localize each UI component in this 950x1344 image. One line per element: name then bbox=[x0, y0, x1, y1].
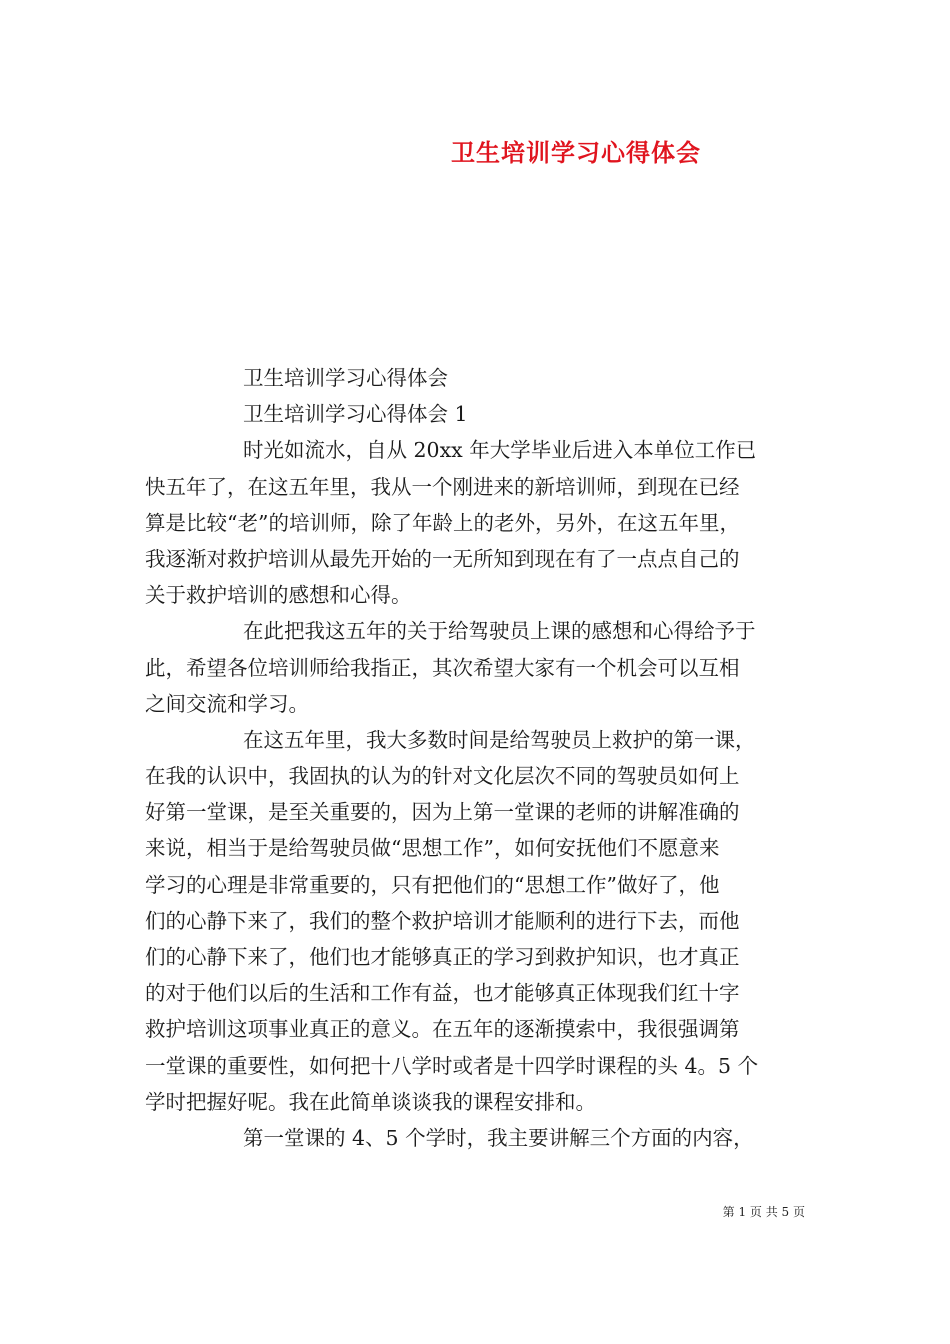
text-line: 学习的心理是非常重要的，只有把他们的“思想工作”做好了，他 bbox=[145, 872, 720, 897]
text-line: 时光如流水，自从 20xx 年大学毕业后进入本单位工作已 bbox=[243, 438, 757, 463]
text-line: 一堂课的重要性，如何把十八学时或者是十四学时课程的头 4。5 个 bbox=[145, 1053, 759, 1078]
text-line: 好第一堂课，是至关重要的，因为上第一堂课的老师的讲解准确的 bbox=[145, 800, 740, 825]
text-line: 在此把我这五年的关于给驾驶员上课的感想和心得给予于 bbox=[243, 619, 756, 644]
text-line: 卫生培训学习心得体会 bbox=[243, 366, 448, 390]
text-line: 算是比较“老”的培训师，除了年龄上的老外，另外，在这五年里， bbox=[145, 510, 740, 535]
text-line: 们的心静下来了，我们的整个救护培训才能顺利的进行下去，而他 bbox=[145, 908, 740, 933]
text-line: 们的心静下来了，他们也才能够真正的学习到救护知识，也才真正 bbox=[145, 945, 740, 969]
text-line: 我逐渐对救护培训从最先开始的一无所知到现在有了一点点自己的 bbox=[145, 546, 740, 571]
text-line: 之间交流和学习。 bbox=[145, 691, 309, 716]
page-footer: 第 1 页 共 5 页 bbox=[722, 1205, 805, 1219]
document-title: 卫生培训学习心得体会 bbox=[451, 138, 701, 167]
text-line: 快五年了，在这五年里，我从一个刚进来的新培训师，到现在已经 bbox=[145, 474, 740, 499]
text-line: 卫生培训学习心得体会 1 bbox=[243, 402, 468, 427]
text-line: 的对于他们以后的生活和工作有益，也才能够真正体现我们红十字 bbox=[145, 981, 740, 1006]
text-line: 此，希望各位培训师给我指正，其次希望大家有一个机会可以互相 bbox=[145, 655, 740, 680]
document-body bbox=[145, 360, 805, 1156]
text-line: 关于救护培训的感想和心得。 bbox=[145, 583, 412, 608]
text-line: 第一堂课的 4、5 个学时，我主要讲解三个方面的内容， bbox=[243, 1125, 754, 1150]
text-line: 在我的认识中，我固执的认为的针对文化层次不同的驾驶员如何上 bbox=[145, 764, 740, 789]
text-line: 来说，相当于是给驾驶员做“思想工作”，如何安抚他们不愿意来 bbox=[145, 836, 720, 861]
text-line: 学时把握好呢。我在此简单谈谈我的课程安排和。 bbox=[145, 1089, 596, 1114]
text-line: 救护培训这项事业真正的意义。在五年的逐渐摸索中，我很强调第 bbox=[145, 1017, 740, 1042]
text-line: 在这五年里，我大多数时间是给驾驶员上救护的第一课， bbox=[243, 727, 756, 752]
